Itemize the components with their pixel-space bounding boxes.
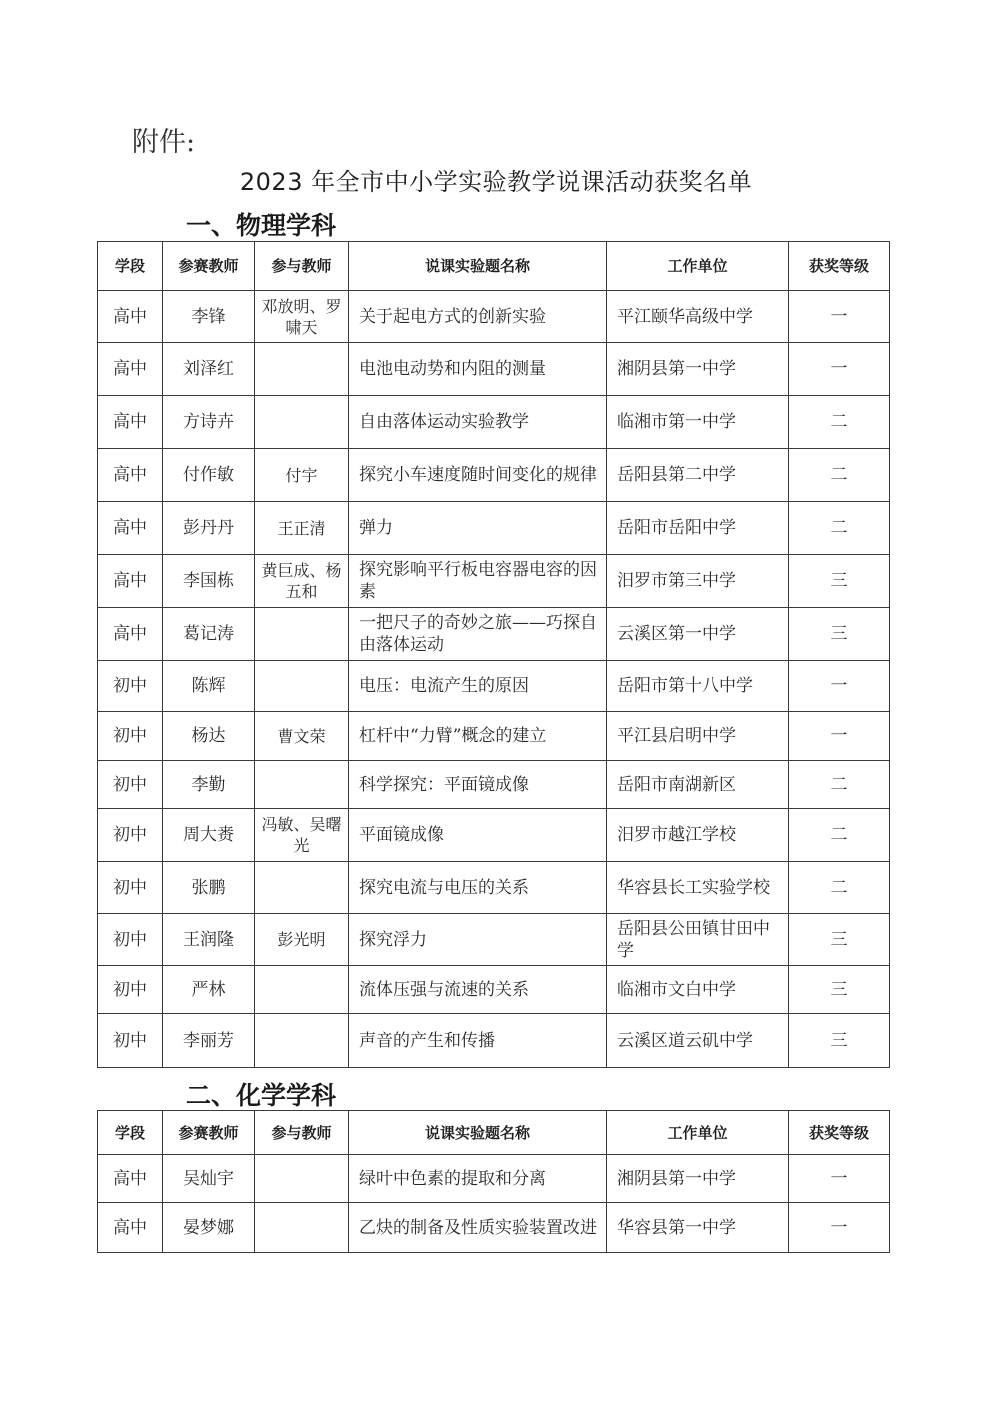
cell-stage: 初中: [98, 661, 163, 712]
cell-topic: 关于起电方式的创新实验: [349, 291, 607, 343]
cell-stage: 高中: [98, 343, 163, 396]
table-row: [98, 862, 890, 914]
section-heading-chemistry: 二、化学学科: [186, 1081, 337, 1110]
cell-teacher: 李国栋: [163, 555, 255, 608]
cell-topic: 探究浮力: [349, 914, 607, 966]
cell-level: 一: [789, 661, 890, 712]
cell-teacher: 张鹏: [163, 862, 255, 914]
cell-stage: 高中: [98, 449, 163, 502]
cell-topic: 电压：电流产生的原因: [349, 661, 607, 712]
cell-level: 三: [789, 966, 890, 1014]
cell-teacher: 陈辉: [163, 661, 255, 712]
cell-level: 一: [789, 712, 890, 761]
cell-stage: 初中: [98, 862, 163, 914]
cell-participants: 黄巨成、杨五和: [255, 555, 349, 608]
cell-topic: 探究影响平行板电容器电容的因素: [349, 555, 607, 608]
cell-participants: [255, 1155, 349, 1203]
cell-topic: 一把尺子的奇妙之旅——巧探自由落体运动: [349, 608, 607, 661]
cell-stage: 初中: [98, 809, 163, 862]
cell-unit: 平江颐华高级中学: [607, 291, 789, 343]
cell-participants: 曹文荣: [255, 712, 349, 761]
cell-unit: 临湘市文白中学: [607, 966, 789, 1014]
cell-topic: 平面镜成像: [349, 809, 607, 862]
cell-level: 二: [789, 502, 890, 555]
cell-participants: [255, 608, 349, 661]
cell-level: 一: [789, 343, 890, 396]
cell-stage: 初中: [98, 966, 163, 1014]
table-row: [98, 343, 890, 396]
cell-unit: 云溪区第一中学: [607, 608, 789, 661]
physics-award-table: [97, 241, 890, 1068]
cell-unit: 岳阳市岳阳中学: [607, 502, 789, 555]
table-row: [98, 1155, 890, 1203]
cell-stage: 初中: [98, 1014, 163, 1068]
chemistry-award-table: [97, 1110, 890, 1253]
cell-unit: 云溪区道云矶中学: [607, 1014, 789, 1068]
cell-teacher: 付作敏: [163, 449, 255, 502]
cell-teacher: 周大赉: [163, 809, 255, 862]
cell-stage: 初中: [98, 761, 163, 809]
cell-unit: 汨罗市第三中学: [607, 555, 789, 608]
table-row: [98, 809, 890, 862]
table-row: [98, 914, 890, 966]
cell-teacher: 李锋: [163, 291, 255, 343]
cell-teacher: 刘泽红: [163, 343, 255, 396]
cell-unit: 汨罗市越江学校: [607, 809, 789, 862]
header-stage: 学段: [98, 242, 163, 291]
cell-topic: 乙炔的制备及性质实验装置改进: [349, 1203, 607, 1253]
table-row: [98, 661, 890, 712]
table-row: [98, 555, 890, 608]
cell-unit: 湘阴县第一中学: [607, 343, 789, 396]
cell-level: 三: [789, 555, 890, 608]
cell-unit: 岳阳县第二中学: [607, 449, 789, 502]
document-title: 2023 年全市中小学实验教学说课活动获奖名单: [239, 168, 753, 196]
cell-participants: 付宇: [255, 449, 349, 502]
table-header-row: [98, 242, 890, 291]
cell-topic: 科学探究：平面镜成像: [349, 761, 607, 809]
cell-topic: 探究电流与电压的关系: [349, 862, 607, 914]
cell-unit: 岳阳县公田镇甘田中学: [607, 914, 789, 966]
cell-level: 一: [789, 291, 890, 343]
header-teacher: 参赛教师: [163, 242, 255, 291]
table-row: [98, 1203, 890, 1253]
cell-level: 二: [789, 449, 890, 502]
table-row: [98, 966, 890, 1014]
table-row: [98, 608, 890, 661]
cell-teacher: 王润隆: [163, 914, 255, 966]
table-row: [98, 449, 890, 502]
cell-level: 三: [789, 608, 890, 661]
cell-stage: 高中: [98, 502, 163, 555]
header-participants: 参与教师: [255, 242, 349, 291]
cell-unit: 临湘市第一中学: [607, 396, 789, 449]
cell-participants: 彭光明: [255, 914, 349, 966]
cell-stage: 初中: [98, 914, 163, 966]
cell-teacher: 晏梦娜: [163, 1203, 255, 1253]
cell-level: 三: [789, 1014, 890, 1068]
cell-teacher: 吴灿宇: [163, 1155, 255, 1203]
physics-table-body: [98, 291, 890, 1068]
cell-level: 一: [789, 1203, 890, 1253]
cell-unit: 华容县第一中学: [607, 1203, 789, 1253]
cell-topic: 绿叶中色素的提取和分离: [349, 1155, 607, 1203]
cell-teacher: 杨达: [163, 712, 255, 761]
cell-stage: 高中: [98, 555, 163, 608]
cell-unit: 平江县启明中学: [607, 712, 789, 761]
cell-stage: 高中: [98, 608, 163, 661]
header-level: 获奖等级: [789, 242, 890, 291]
cell-teacher: 方诗卉: [163, 396, 255, 449]
table-row: [98, 712, 890, 761]
header-topic: 说课实验题名称: [349, 1111, 607, 1155]
cell-participants: [255, 862, 349, 914]
header-participants: 参与教师: [255, 1111, 349, 1155]
table-row: [98, 1014, 890, 1068]
cell-teacher: 李丽芳: [163, 1014, 255, 1068]
cell-unit: 湘阴县第一中学: [607, 1155, 789, 1203]
cell-stage: 高中: [98, 396, 163, 449]
cell-topic: 杠杆中“力臂”概念的建立: [349, 712, 607, 761]
cell-stage: 高中: [98, 1155, 163, 1203]
header-topic: 说课实验题名称: [349, 242, 607, 291]
cell-topic: 自由落体运动实验教学: [349, 396, 607, 449]
header-stage: 学段: [98, 1111, 163, 1155]
cell-level: 二: [789, 761, 890, 809]
cell-participants: [255, 1203, 349, 1253]
cell-participants: 王正清: [255, 502, 349, 555]
cell-topic: 流体压强与流速的关系: [349, 966, 607, 1014]
table-row: [98, 396, 890, 449]
cell-participants: [255, 661, 349, 712]
cell-topic: 弹力: [349, 502, 607, 555]
cell-teacher: 彭丹丹: [163, 502, 255, 555]
cell-level: 一: [789, 1155, 890, 1203]
cell-stage: 高中: [98, 291, 163, 343]
cell-topic: 探究小车速度随时间变化的规律: [349, 449, 607, 502]
cell-teacher: 李勤: [163, 761, 255, 809]
table-row: [98, 761, 890, 809]
cell-unit: 岳阳市第十八中学: [607, 661, 789, 712]
chemistry-table-body: [98, 1155, 890, 1253]
header-unit: 工作单位: [607, 1111, 789, 1155]
table-row: [98, 502, 890, 555]
table-header-row: [98, 1111, 890, 1155]
cell-level: 三: [789, 914, 890, 966]
cell-unit: 岳阳市南湖新区: [607, 761, 789, 809]
cell-unit: 华容县长工实验学校: [607, 862, 789, 914]
cell-participants: 邓放明、罗啸天: [255, 291, 349, 343]
cell-participants: [255, 761, 349, 809]
cell-stage: 高中: [98, 1203, 163, 1253]
cell-level: 二: [789, 862, 890, 914]
header-unit: 工作单位: [607, 242, 789, 291]
cell-participants: [255, 343, 349, 396]
cell-participants: [255, 966, 349, 1014]
cell-participants: [255, 396, 349, 449]
table-row: [98, 291, 890, 343]
header-level: 获奖等级: [789, 1111, 890, 1155]
cell-participants: 冯敏、吴曙光: [255, 809, 349, 862]
cell-level: 二: [789, 809, 890, 862]
cell-level: 二: [789, 396, 890, 449]
cell-stage: 初中: [98, 712, 163, 761]
cell-teacher: 严林: [163, 966, 255, 1014]
cell-teacher: 葛记涛: [163, 608, 255, 661]
section-heading-physics: 一、物理学科: [186, 211, 337, 240]
header-teacher: 参赛教师: [163, 1111, 255, 1155]
cell-topic: 电池电动势和内阻的测量: [349, 343, 607, 396]
cell-participants: [255, 1014, 349, 1068]
attachment-label: 附件:: [132, 127, 196, 158]
cell-topic: 声音的产生和传播: [349, 1014, 607, 1068]
